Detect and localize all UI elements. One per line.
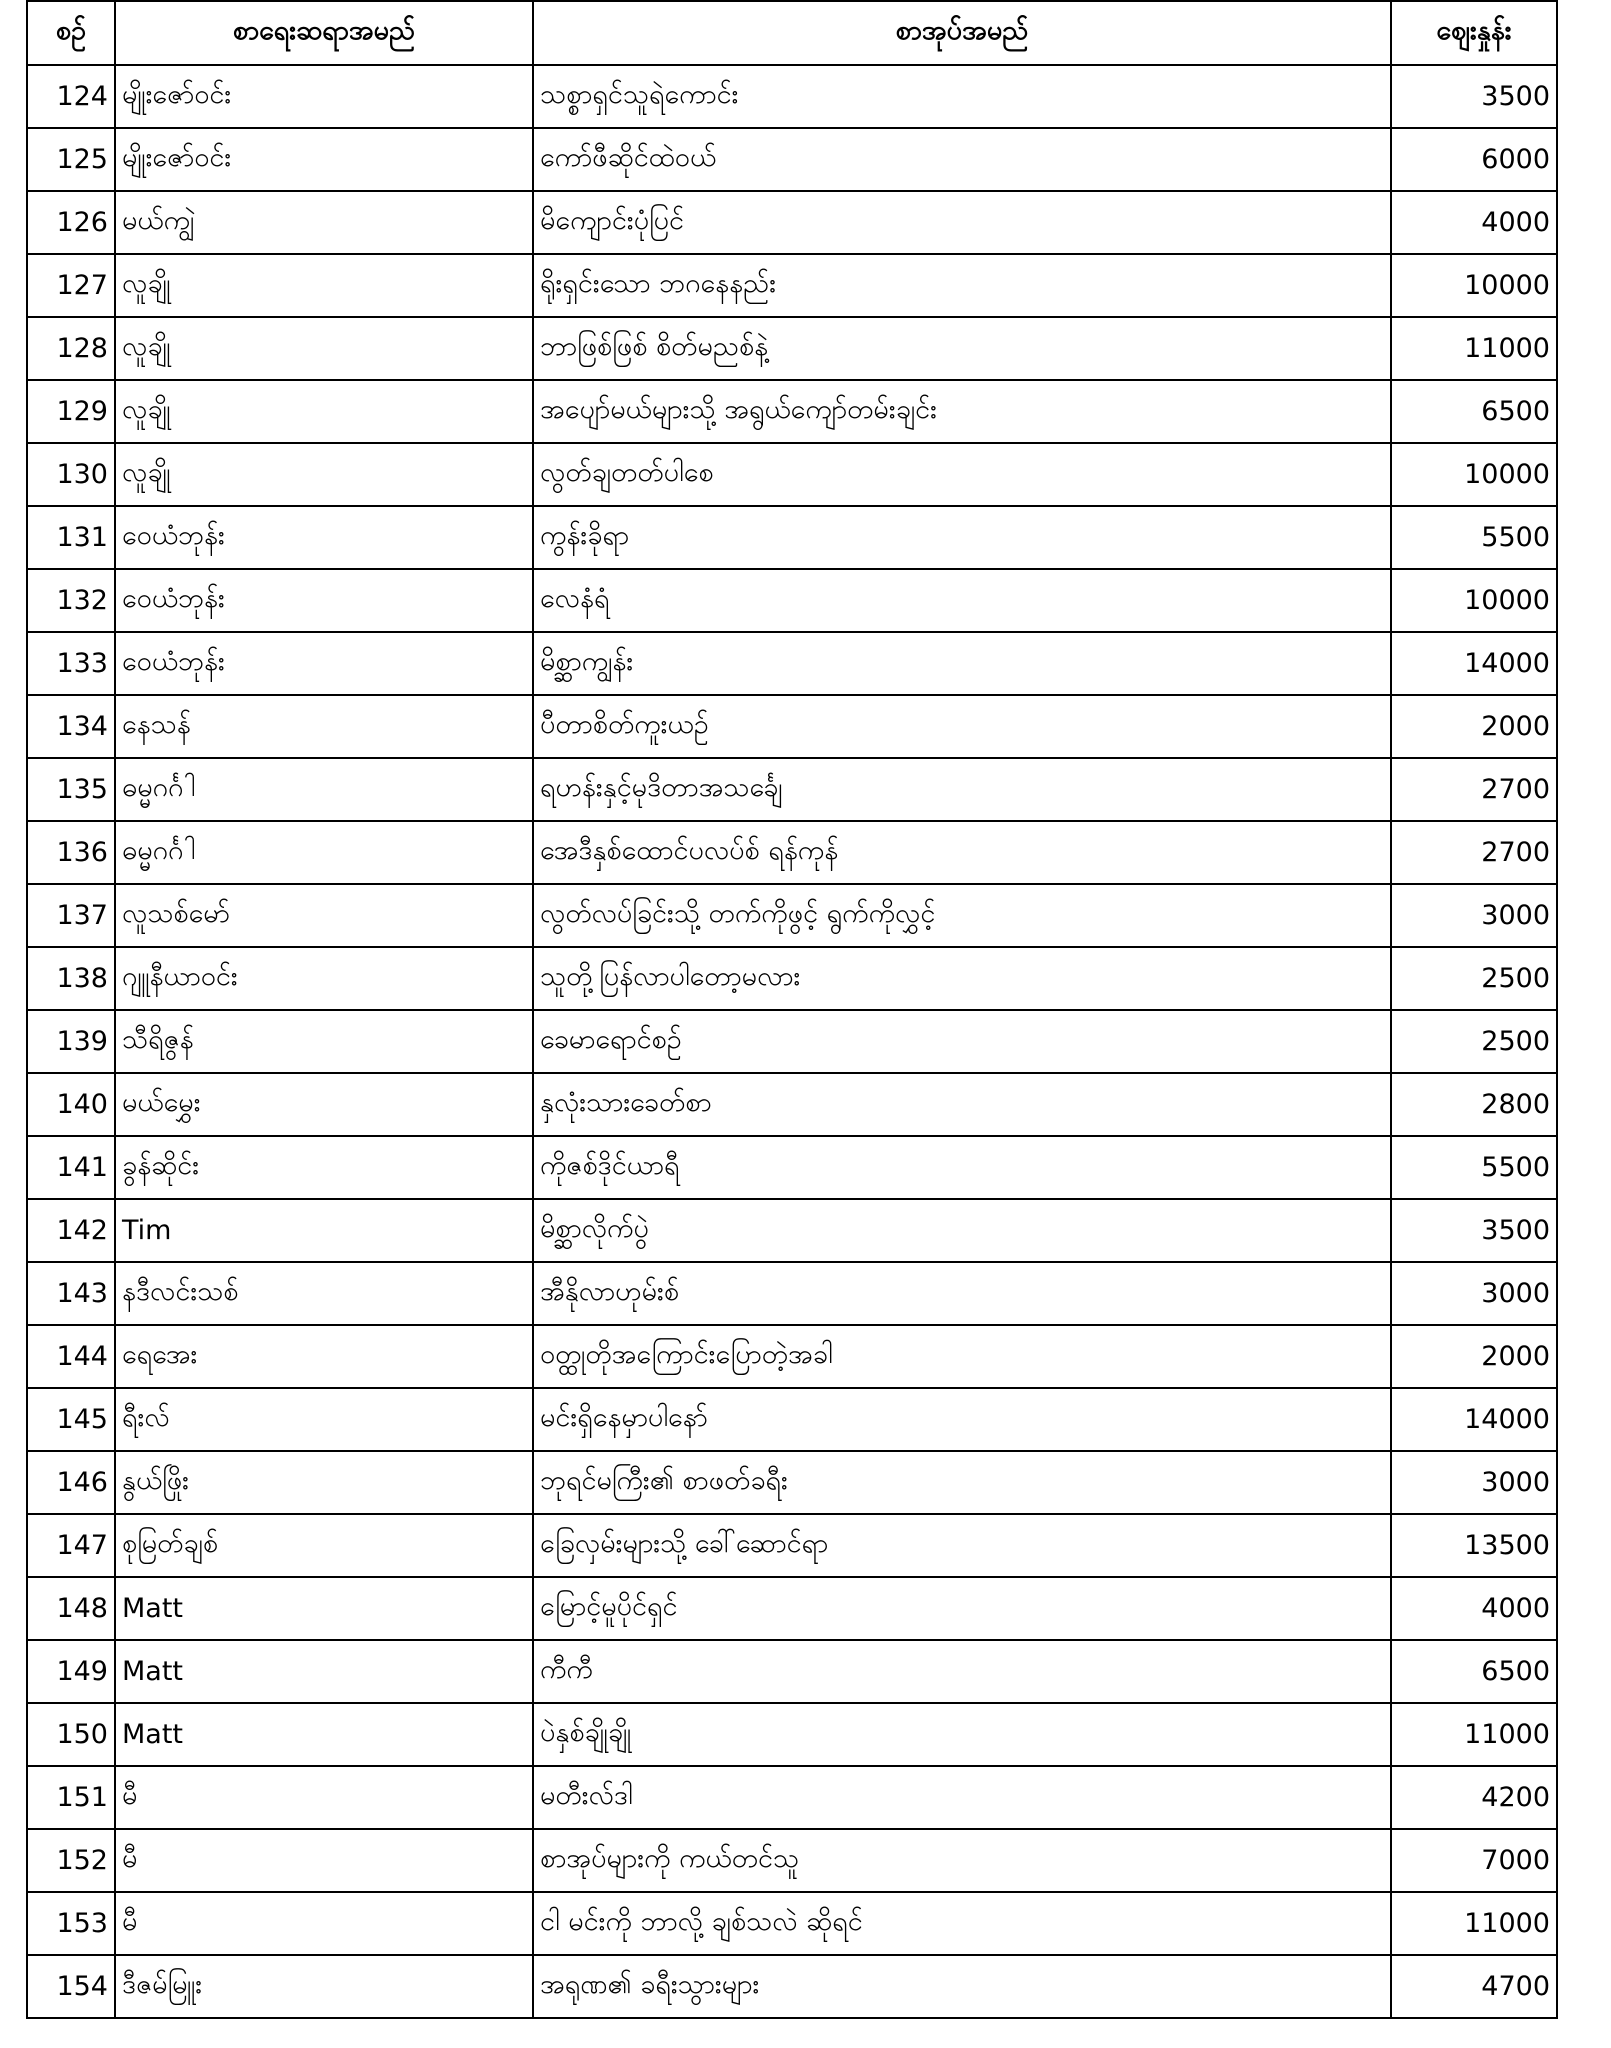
table-row (27, 1073, 1557, 1136)
book-price: 6500 (1391, 380, 1557, 443)
author-name: မီ (115, 1766, 533, 1829)
book-title: သူတို့ပြန်လာပါတော့မလား (533, 947, 1391, 1010)
book-title: ရိုးရှင်းသော ဘဂနေနည်း (533, 254, 1391, 317)
author-name: လူချို (115, 317, 533, 380)
table-row (27, 1640, 1557, 1703)
book-price: 13500 (1391, 1514, 1557, 1577)
table-row (27, 506, 1557, 569)
author-name: မယ်ကျွဲ (115, 191, 533, 254)
book-price: 2000 (1391, 695, 1557, 758)
book-title: မိစ္ဆာလိုက်ပွဲ (533, 1199, 1391, 1262)
row-number: 153 (27, 1892, 115, 1955)
book-title: ပီတာစိတ်ကူးယဉ် (533, 695, 1391, 758)
row-number: 131 (27, 506, 115, 569)
book-title: စာအုပ်များကို ကယ်တင်သူ (533, 1829, 1391, 1892)
table-row (27, 1199, 1557, 1262)
table-row (27, 191, 1557, 254)
row-number: 151 (27, 1766, 115, 1829)
author-name: ရီးလ် (115, 1388, 533, 1451)
book-price: 11000 (1391, 1892, 1557, 1955)
table-row (27, 443, 1557, 506)
author-name: ရေအေး (115, 1325, 533, 1388)
book-price-table (26, 0, 1558, 2019)
table-row (27, 1010, 1557, 1073)
row-number: 124 (27, 65, 115, 128)
book-title: ငါ မင်းကို ဘာလို့ ချစ်သလဲ ဆိုရင် (533, 1892, 1391, 1955)
row-number: 134 (27, 695, 115, 758)
table-row (27, 821, 1557, 884)
author-name: Tim (115, 1199, 533, 1262)
header-number: စဉ် (27, 1, 115, 65)
book-price: 14000 (1391, 632, 1557, 695)
book-title: အပျော်မယ်များသို့ အရွယ်ကျော်တမ်းချင်း (533, 380, 1391, 443)
author-name: နွယ်ဖြိုး (115, 1451, 533, 1514)
book-price: 10000 (1391, 254, 1557, 317)
book-price: 3000 (1391, 884, 1557, 947)
book-price: 2000 (1391, 1325, 1557, 1388)
book-price: 2800 (1391, 1073, 1557, 1136)
row-number: 146 (27, 1451, 115, 1514)
book-price: 5500 (1391, 1136, 1557, 1199)
row-number: 152 (27, 1829, 115, 1892)
row-number: 139 (27, 1010, 115, 1073)
table-row (27, 632, 1557, 695)
book-price: 11000 (1391, 1703, 1557, 1766)
book-price: 14000 (1391, 1388, 1557, 1451)
book-price: 3000 (1391, 1451, 1557, 1514)
row-number: 133 (27, 632, 115, 695)
author-name: ခွန်ဆိုင်း (115, 1136, 533, 1199)
author-name: နေသန် (115, 695, 533, 758)
table-row (27, 1325, 1557, 1388)
table-row (27, 1955, 1557, 2018)
book-price: 10000 (1391, 569, 1557, 632)
book-price: 2700 (1391, 758, 1557, 821)
author-name: လူချို (115, 380, 533, 443)
table-row (27, 1514, 1557, 1577)
row-number: 127 (27, 254, 115, 317)
row-number: 148 (27, 1577, 115, 1640)
book-price: 2500 (1391, 1010, 1557, 1073)
book-title: မိကျောင်းပုံပြင် (533, 191, 1391, 254)
table-row (27, 1136, 1557, 1199)
row-number: 144 (27, 1325, 115, 1388)
row-number: 143 (27, 1262, 115, 1325)
row-number: 154 (27, 1955, 115, 2018)
book-title: နှလုံးသားခေတ်စာ (533, 1073, 1391, 1136)
table-row (27, 128, 1557, 191)
book-price: 10000 (1391, 443, 1557, 506)
book-title: လွတ်လပ်ခြင်းသို့ တက်ကိုဖွင့် ရွက်ကိုလွှင့် (533, 884, 1391, 947)
row-number: 125 (27, 128, 115, 191)
book-title: ခြေလှမ်းများသို့ ခေါ်ဆောင်ရာ (533, 1514, 1391, 1577)
row-number: 137 (27, 884, 115, 947)
author-name: Matt (115, 1703, 533, 1766)
table-row (27, 1388, 1557, 1451)
book-title: ကိုဇစ်ဒိုင်ယာရီ (533, 1136, 1391, 1199)
author-name: Matt (115, 1640, 533, 1703)
book-title: မိစ္ဆာကျွန်း (533, 632, 1391, 695)
author-name: မယ်မွှေး (115, 1073, 533, 1136)
author-name: စုမြတ်ချစ် (115, 1514, 533, 1577)
book-price: 5500 (1391, 506, 1557, 569)
table-row (27, 65, 1557, 128)
book-title: မြောင့်မူပိုင်ရှင် (533, 1577, 1391, 1640)
book-price: 3500 (1391, 1199, 1557, 1262)
book-price: 11000 (1391, 317, 1557, 380)
table-row (27, 254, 1557, 317)
table-row (27, 695, 1557, 758)
author-name: မျိုးဇော်ဝင်း (115, 65, 533, 128)
book-price: 7000 (1391, 1829, 1557, 1892)
book-title: ဘာဖြစ်ဖြစ် စိတ်မညစ်နဲ့ (533, 317, 1391, 380)
author-name: သီရိဇွန် (115, 1010, 533, 1073)
author-name: နဒီလင်းသစ် (115, 1262, 533, 1325)
table-row (27, 947, 1557, 1010)
book-title: သစ္စာရှင်သူရဲကောင်း (533, 65, 1391, 128)
table-row (27, 1829, 1557, 1892)
table-row (27, 1766, 1557, 1829)
author-name: လူသစ်မော် (115, 884, 533, 947)
book-title: ဝတ္ထုတိုအကြောင်းပြောတဲ့အခါ (533, 1325, 1391, 1388)
book-title: ပဲနှစ်ချိုချို (533, 1703, 1391, 1766)
book-title: အရုဏ၏ ခရီးသွားများ (533, 1955, 1391, 2018)
table-row (27, 1703, 1557, 1766)
author-name: ဝေယံဘုန်း (115, 569, 533, 632)
author-name: Matt (115, 1577, 533, 1640)
book-title: အီနိုလာဟုမ်းစ် (533, 1262, 1391, 1325)
author-name: မီ (115, 1892, 533, 1955)
header-price: ဈေးနှုန်း (1391, 1, 1557, 65)
author-name: လူချို (115, 443, 533, 506)
row-number: 149 (27, 1640, 115, 1703)
row-number: 132 (27, 569, 115, 632)
table-row (27, 569, 1557, 632)
book-title: ကော်ဖီဆိုင်ထဲဝယ် (533, 128, 1391, 191)
author-name: ဒီဇမ်မြူး (115, 1955, 533, 2018)
book-price: 4000 (1391, 1577, 1557, 1640)
book-price: 3500 (1391, 65, 1557, 128)
book-title: ရဟန်းနှင့်မုဒိတာအသင်္ချေ (533, 758, 1391, 821)
book-title: လွတ်ချတတ်ပါစေ (533, 443, 1391, 506)
book-title: မင်းရှိနေမှာပါနော် (533, 1388, 1391, 1451)
author-name: မီ (115, 1829, 533, 1892)
row-number: 138 (27, 947, 115, 1010)
author-name: မျိုးဇော်ဝင်း (115, 128, 533, 191)
table-body (27, 65, 1557, 2018)
author-name: ဝေယံဘုန်း (115, 632, 533, 695)
book-title: အေဒီနှစ်ထောင်ပလပ်စ် ရန်ကုန် (533, 821, 1391, 884)
table-row (27, 1892, 1557, 1955)
book-title: မတီးလ်ဒါ (533, 1766, 1391, 1829)
row-number: 136 (27, 821, 115, 884)
book-price: 3000 (1391, 1262, 1557, 1325)
book-title: ကီကီ (533, 1640, 1391, 1703)
book-title: ကွန်းခိုရာ (533, 506, 1391, 569)
table-row (27, 1577, 1557, 1640)
row-number: 135 (27, 758, 115, 821)
book-price: 4000 (1391, 191, 1557, 254)
book-price: 6000 (1391, 128, 1557, 191)
row-number: 145 (27, 1388, 115, 1451)
row-number: 126 (27, 191, 115, 254)
table-row (27, 317, 1557, 380)
row-number: 150 (27, 1703, 115, 1766)
book-price: 2500 (1391, 947, 1557, 1010)
table-row (27, 884, 1557, 947)
header-row (27, 1, 1557, 65)
book-price: 4700 (1391, 1955, 1557, 2018)
table-row (27, 380, 1557, 443)
author-name: ဂျူနီယာဝင်း (115, 947, 533, 1010)
row-number: 141 (27, 1136, 115, 1199)
row-number: 140 (27, 1073, 115, 1136)
row-number: 142 (27, 1199, 115, 1262)
table-row (27, 758, 1557, 821)
row-number: 130 (27, 443, 115, 506)
book-price: 6500 (1391, 1640, 1557, 1703)
row-number: 147 (27, 1514, 115, 1577)
book-price: 4200 (1391, 1766, 1557, 1829)
author-name: ဝေယံဘုန်း (115, 506, 533, 569)
row-number: 128 (27, 317, 115, 380)
row-number: 129 (27, 380, 115, 443)
author-name: ဓမ္မဂင်္ဂါ (115, 821, 533, 884)
header-author: စာရေးဆရာအမည် (115, 1, 533, 65)
book-title: ဘုရင်မကြီး၏ စာဖတ်ခရီး (533, 1451, 1391, 1514)
author-name: ဓမ္မဂင်္ဂါ (115, 758, 533, 821)
book-title: လေနံရံ (533, 569, 1391, 632)
table-row (27, 1262, 1557, 1325)
book-price: 2700 (1391, 821, 1557, 884)
book-title: ခေမာရောင်စဉ် (533, 1010, 1391, 1073)
header-book-title: စာအုပ်အမည် (533, 1, 1391, 65)
table-header (27, 1, 1557, 65)
table-row (27, 1451, 1557, 1514)
author-name: လူချို (115, 254, 533, 317)
